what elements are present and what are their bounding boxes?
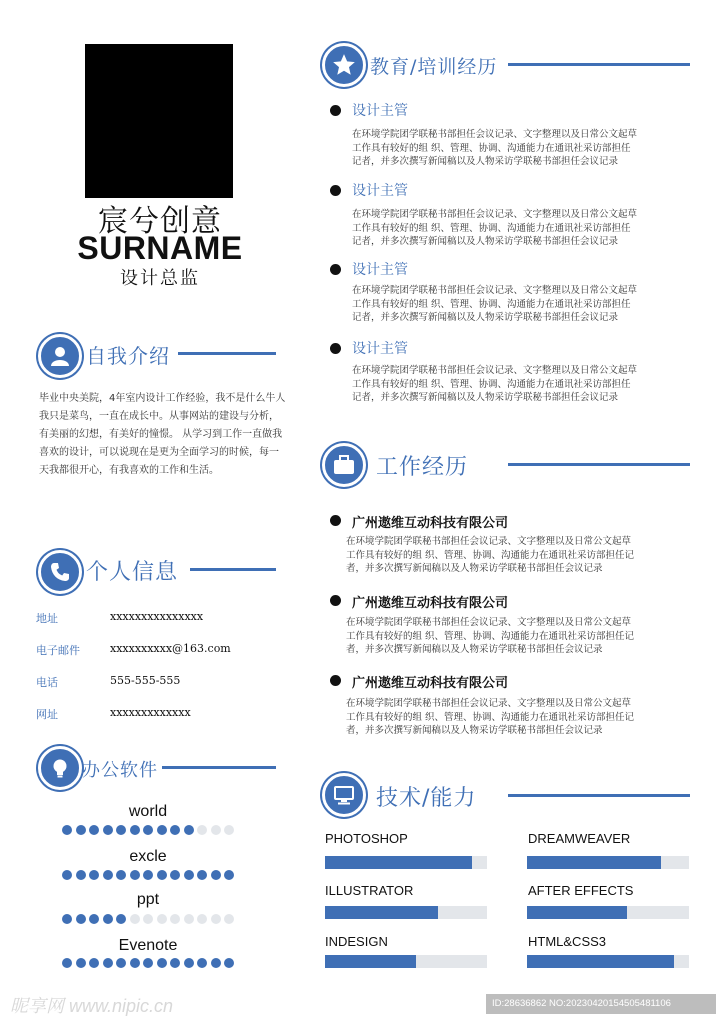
skill-bar-indesign	[325, 955, 487, 968]
rating-dot-filled	[130, 870, 140, 880]
rating-dot-filled	[89, 958, 99, 968]
image-id-bar: ID:28636862 NO:20230420154505481106	[486, 994, 716, 1014]
rating-dot-filled	[116, 870, 126, 880]
work-entry-text: 在环境学院团学联秘书部担任会议记录、文字整理以及日常公文起草 工作具有较好的组 织、管理、协调、沟通能力在通讯社采访部担任记 者，并多次撰写新闻稿以及人物采访学联秘书部担任会议记录	[346, 617, 635, 655]
skill-fill-indesign	[325, 955, 416, 968]
monitor-icon	[322, 773, 366, 817]
skill-bar-illustrator	[325, 906, 487, 919]
rating-dot-filled	[184, 958, 194, 968]
education-bullet	[330, 105, 341, 116]
rating-dot-filled	[103, 825, 113, 835]
briefcase-icon	[322, 443, 366, 487]
rating-dot-filled	[130, 825, 140, 835]
job-title: 设计总监	[120, 268, 200, 289]
rating-dot-filled	[184, 870, 194, 880]
software-level-evenote	[62, 958, 234, 968]
education-bullet	[330, 343, 341, 354]
profile-photo	[85, 44, 233, 198]
rating-dot-empty	[197, 914, 207, 924]
rating-dot-filled	[211, 958, 221, 968]
skill-name-html-css3: HTML&CSS3	[528, 934, 607, 949]
education-entry-text: 在环境学院团学联秘书部担任会议记录、文字整理以及日常公文起草 工作具有较好的组 织、管理、协调、沟通能力在通讯社采访部担任 记者，并多次撰写新闻稿以及人物采访学联秘书部担任会议记录	[352, 365, 638, 403]
star-icon	[322, 43, 366, 87]
address-label: 地址	[36, 612, 58, 625]
education-bullet	[330, 264, 341, 275]
skills-title: 技术/能力	[376, 786, 477, 811]
rating-dot-empty	[211, 825, 221, 835]
rating-dot-filled	[89, 825, 99, 835]
rating-dot-empty	[211, 914, 221, 924]
rating-dot-empty	[197, 825, 207, 835]
education-entry-title: 设计主管	[352, 341, 408, 357]
skill-fill-photoshop	[325, 856, 472, 869]
rating-dot-empty	[157, 914, 167, 924]
about-divider	[178, 352, 276, 355]
skill-name-indesign: INDESIGN	[325, 934, 388, 949]
rating-dot-filled	[197, 958, 207, 968]
rating-dot-filled	[103, 870, 113, 880]
email-label: 电子邮件	[36, 644, 80, 657]
rating-dot-filled	[89, 870, 99, 880]
user-icon	[38, 334, 82, 378]
skill-bar-dreamweaver	[527, 856, 689, 869]
skill-name-after-effects: AFTER EFFECTS	[528, 883, 634, 898]
rating-dot-filled	[116, 825, 126, 835]
education-entry-text: 在环境学院团学联秘书部担任会议记录、文字整理以及日常公文起草 工作具有较好的组 织、管理、协调、沟通能力在通讯社采访部担任 记者，并多次撰写新闻稿以及人物采访学联秘书部担任会议记录	[352, 129, 638, 167]
rating-dot-filled	[116, 958, 126, 968]
website-label: 网址	[36, 708, 58, 721]
education-title: 教育/培训经历	[370, 56, 498, 78]
software-level-world	[62, 825, 234, 835]
rating-dot-empty	[184, 914, 194, 924]
work-entry-text: 在环境学院团学联秘书部担任会议记录、文字整理以及日常公文起草 工作具有较好的组 织、管理、协调、沟通能力在通讯社采访部担任记 者，并多次撰写新闻稿以及人物采访学联秘书部担任会议记录	[346, 698, 635, 736]
rating-dot-filled	[170, 825, 180, 835]
rating-dot-filled	[143, 958, 153, 968]
skill-fill-after-effects	[527, 906, 627, 919]
education-entry-text: 在环境学院团学联秘书部担任会议记录、文字整理以及日常公文起草 工作具有较好的组 织、管理、协调、沟通能力在通讯社采访部担任 记者，并多次撰写新闻稿以及人物采访学联秘书部担任会议记录	[352, 209, 638, 247]
software-name-ppt: ppt	[136, 891, 160, 908]
rating-dot-filled	[103, 958, 113, 968]
skill-name-dreamweaver: DREAMWEAVER	[528, 831, 631, 846]
software-title: 办公软件	[82, 760, 158, 781]
chinese-name: 宸兮创意	[98, 204, 222, 239]
software-divider	[162, 766, 276, 769]
rating-dot-empty	[130, 914, 140, 924]
work-bullet	[330, 595, 341, 606]
rating-dot-filled	[197, 870, 207, 880]
rating-dot-empty	[143, 914, 153, 924]
rating-dot-filled	[224, 958, 234, 968]
skill-name-photoshop: PHOTOSHOP	[325, 831, 408, 846]
personal-divider	[190, 568, 276, 571]
watermark: 昵享网 www.nipic.cn	[10, 996, 174, 1016]
education-entry-title: 设计主管	[352, 262, 408, 278]
skill-fill-illustrator	[325, 906, 438, 919]
work-title: 工作经历	[376, 455, 469, 480]
software-level-excle	[62, 870, 234, 880]
education-entry-title: 设计主管	[352, 183, 408, 199]
english-name: SURNAME	[77, 230, 243, 266]
about-text: 毕业中央美院，4年室内设计工作经验，我不是什么牛人 我只是菜鸟，一直在成长中。从事网站的建设与分析， 有美丽的幻想，有美好的憧憬。 从学习到工作一直做我 喜欢的设计，可以说现在是更为全面学习的时候，每一 天我都很开心，有我喜欢的工作和生活。	[39, 393, 286, 476]
software-name-evenote: Evenote	[118, 937, 178, 954]
skill-bar-after-effects	[527, 906, 689, 919]
rating-dot-filled	[184, 825, 194, 835]
rating-dot-filled	[143, 825, 153, 835]
work-bullet	[330, 675, 341, 686]
skill-fill-dreamweaver	[527, 856, 661, 869]
rating-dot-filled	[62, 825, 72, 835]
rating-dot-filled	[62, 914, 72, 924]
rating-dot-filled	[157, 958, 167, 968]
rating-dot-empty	[170, 914, 180, 924]
software-name-excle: excle	[129, 848, 167, 865]
rating-dot-empty	[224, 914, 234, 924]
education-entry-text: 在环境学院团学联秘书部担任会议记录、文字整理以及日常公文起草 工作具有较好的组 织、管理、协调、沟通能力在通讯社采访部担任 记者，并多次撰写新闻稿以及人物采访学联秘书部担任会议记录	[352, 285, 638, 323]
about-title: 自我介绍	[86, 344, 170, 368]
rating-dot-filled	[130, 958, 140, 968]
work-entry-company: 广州遨维互动科技有限公司	[352, 596, 509, 611]
rating-dot-filled	[143, 870, 153, 880]
rating-dot-filled	[89, 914, 99, 924]
rating-dot-filled	[76, 825, 86, 835]
phone-label: 电话	[36, 676, 58, 689]
rating-dot-filled	[157, 870, 167, 880]
personal-title: 个人信息	[86, 560, 179, 585]
rating-dot-filled	[157, 825, 167, 835]
skill-bar-html-css3	[527, 955, 689, 968]
work-entry-company: 广州遨维互动科技有限公司	[352, 516, 509, 531]
rating-dot-filled	[76, 958, 86, 968]
software-level-ppt	[62, 914, 234, 924]
software-name-world: world	[128, 803, 168, 820]
phone-value: 555-555-555	[110, 674, 181, 687]
skill-fill-html-css3	[527, 955, 674, 968]
work-entry-text: 在环境学院团学联秘书部担任会议记录、文字整理以及日常公文起草 工作具有较好的组 织、管理、协调、沟通能力在通讯社采访部担任记 者，并多次撰写新闻稿以及人物采访学联秘书部担任会议记录	[346, 536, 635, 574]
education-entry-title: 设计主管	[352, 103, 408, 119]
rating-dot-filled	[103, 914, 113, 924]
website-value: xxxxxxxxxxxxx	[110, 706, 191, 719]
education-bullet	[330, 185, 341, 196]
rating-dot-filled	[224, 870, 234, 880]
address-value: xxxxxxxxxxxxxxx	[110, 610, 204, 623]
skill-name-illustrator: ILLUSTRATOR	[325, 883, 414, 898]
rating-dot-empty	[224, 825, 234, 835]
lightbulb-icon	[38, 746, 82, 790]
skills-divider	[508, 794, 690, 797]
email-value: xxxxxxxxxx@163.com	[110, 642, 231, 655]
education-divider	[508, 63, 690, 66]
rating-dot-filled	[211, 870, 221, 880]
work-bullet	[330, 515, 341, 526]
work-entry-company: 广州遨维互动科技有限公司	[352, 676, 509, 691]
rating-dot-filled	[76, 914, 86, 924]
work-divider	[508, 463, 690, 466]
phone-icon	[38, 550, 82, 594]
rating-dot-filled	[170, 958, 180, 968]
skill-bar-photoshop	[325, 856, 487, 869]
rating-dot-filled	[116, 914, 126, 924]
rating-dot-filled	[62, 870, 72, 880]
rating-dot-filled	[170, 870, 180, 880]
rating-dot-filled	[76, 870, 86, 880]
rating-dot-filled	[62, 958, 72, 968]
